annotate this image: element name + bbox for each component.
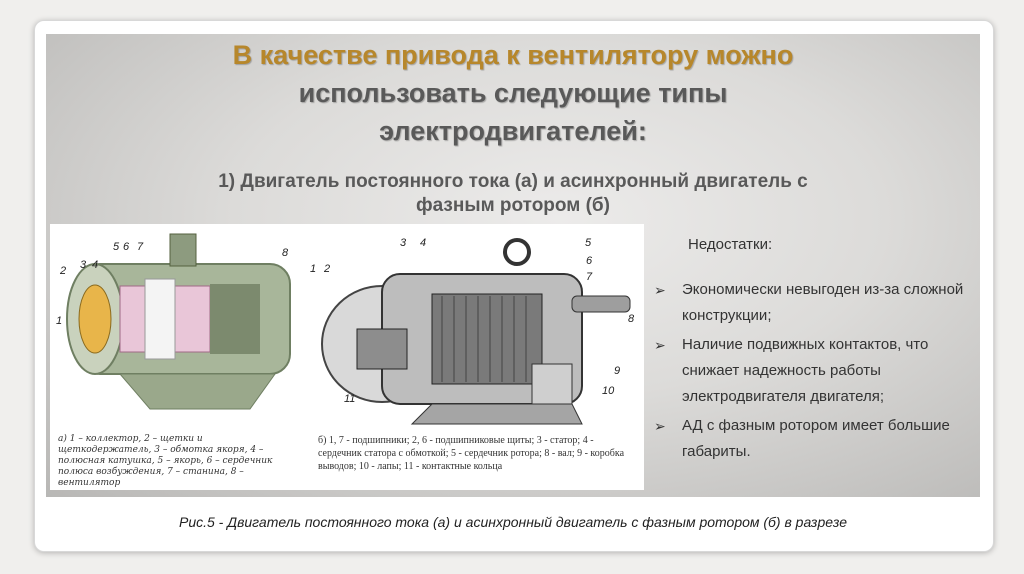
figure-caption: Рис.5 - Двигатель постоянного тока (а) и асинхронный двигатель с фазным ротором (б) в разрезе bbox=[178, 514, 847, 530]
label-a-1: 1 bbox=[56, 315, 63, 327]
slide-title bbox=[46, 36, 980, 150]
label-b-3: 3 bbox=[400, 237, 407, 249]
disadvantages-panel bbox=[652, 236, 987, 468]
label-b-4: 4 bbox=[420, 237, 427, 249]
slide-subtitle bbox=[46, 170, 980, 218]
list-item-text: АД с фазным ротором имеет большие габариты. bbox=[682, 417, 950, 460]
list-item bbox=[652, 332, 987, 410]
arrow-bullet-icon: ➢ bbox=[654, 418, 666, 434]
label-a-7: 7 bbox=[137, 241, 144, 253]
label-b-2: 2 bbox=[324, 263, 331, 275]
disadvantages-heading: Недостатки: bbox=[688, 236, 773, 253]
label-b-10: 10 bbox=[602, 385, 615, 397]
label-b-1: 1 bbox=[310, 263, 317, 275]
label-b-7: 7 bbox=[586, 271, 593, 283]
title-line-1: В качестве привода к вентилятору можно bbox=[232, 40, 794, 70]
figure-caption-a: а) 1 – коллектор, 2 – щетки и щеткодержатель, 3 – обмотка якоря, 4 – полюсная катушка, 5 – якорь, 6 – сердечник полюса возбуждения, 7 – станина, 8 – вентилятор bbox=[58, 434, 273, 488]
arrow-bullet-icon: ➢ bbox=[654, 282, 666, 298]
subtitle-line-1: 1) Двигатель постоянного тока (а) и асинхронный двигатель с bbox=[218, 171, 808, 192]
list-item bbox=[652, 413, 987, 465]
label-b-5: 5 bbox=[585, 237, 592, 249]
arrow-bullet-icon: ➢ bbox=[654, 337, 666, 353]
dc-motor-illustration bbox=[50, 224, 310, 429]
label-a-4: 4 bbox=[92, 259, 99, 271]
label-b-8: 8 bbox=[628, 313, 635, 325]
label-b-11: 11 bbox=[344, 393, 356, 405]
list-item bbox=[652, 277, 987, 329]
label-b-6: 6 bbox=[586, 255, 593, 267]
title-line-2: использовать следующие типы bbox=[298, 78, 728, 108]
label-b-9: 9 bbox=[614, 365, 621, 377]
disadvantages-list bbox=[652, 277, 987, 465]
label-a-8: 8 bbox=[282, 247, 289, 259]
list-item-text: Экономически невыгоден из-за сложной конструкции; bbox=[682, 281, 964, 324]
label-a-2: 2 bbox=[60, 265, 67, 277]
motor-figure bbox=[50, 224, 644, 490]
subtitle-line-2: фазным ротором (б) bbox=[416, 195, 610, 216]
label-a-3: 3 bbox=[80, 259, 87, 271]
figure-caption-b: б) 1, 7 - подшипники; 2, 6 - подшипниковые щиты; 3 - статор; 4 - сердечник статора с обмоткой; 5 - сердечник ротора; 8 - вал; 9 - коробка выводов; 10 - лапы; 11 - контактные кольца bbox=[318, 435, 625, 472]
title-line-3: электродвигателей: bbox=[379, 116, 647, 146]
induction-motor-illustration bbox=[302, 224, 642, 429]
label-a-6: 6 bbox=[123, 241, 130, 253]
label-a-5: 5 bbox=[113, 241, 120, 253]
list-item-text: Наличие подвижных контактов, что снижает надежность работы электродвигателя двигателя; bbox=[682, 336, 929, 405]
